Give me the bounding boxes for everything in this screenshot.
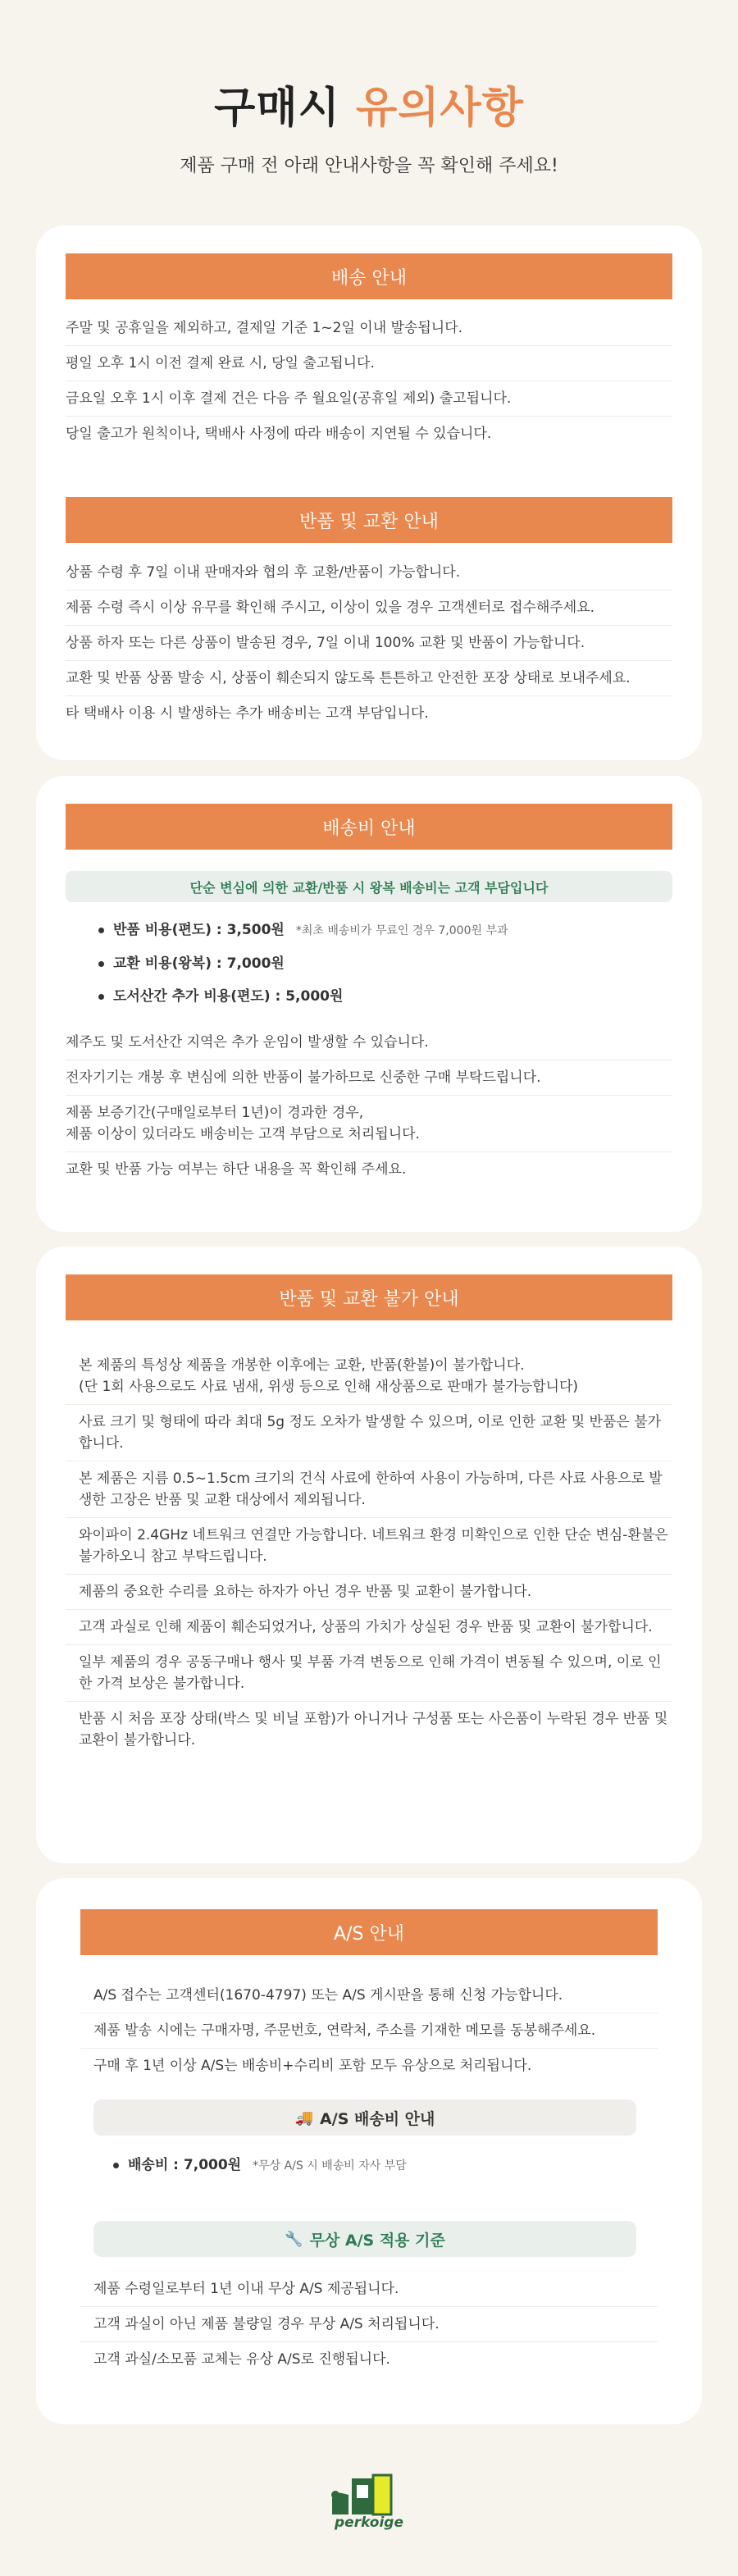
list-item: 상품 수령 후 7일 이내 판매자와 협의 후 교환/반품이 가능합니다. bbox=[66, 555, 672, 590]
list-item: 당일 출고가 원칙이나, 택배사 사정에 따라 배송이 지연될 수 있습니다. bbox=[66, 426, 492, 442]
title-accent: 유의사항 bbox=[355, 84, 524, 133]
list-item: 상품 하자 또는 다른 상품이 발송된 경우, 7일 이내 100% 교환 및 반품이 가능합니다. bbox=[66, 626, 672, 661]
as-fee-list bbox=[80, 2149, 658, 2182]
list-item: 제품 발송 시에는 구매자명, 주문번호, 연락처, 주소를 기재한 메모를 동봉해주세요. bbox=[80, 2013, 658, 2049]
title-dark: 구매시 bbox=[214, 84, 340, 133]
list-item: A/S 접수는 고객센터(1670-4797) 또는 A/S 게시판을 통해 신청 가능합니다. bbox=[80, 1978, 658, 2013]
fee-note: *최초 배송비가 무료인 경우 7,000원 부과 bbox=[295, 924, 508, 937]
list-item: 고객 과실로 인해 제품이 훼손되었거나, 상품의 가치가 상실된 경우 반품 및 교환이 불가합니다. bbox=[66, 1610, 672, 1645]
fee-label: 반품 비용(편도) : 3,500원 bbox=[113, 922, 285, 938]
as-fee-heading-text: A/S 배송비 안내 bbox=[320, 2109, 435, 2128]
list-item: 제주도 및 도서산간 지역은 추가 운임이 발생할 수 있습니다. bbox=[66, 1025, 672, 1060]
fee-label: 교환 비용(왕복) : 7,000원 bbox=[113, 955, 285, 972]
list-item: 고객 과실이 아닌 제품 불량일 경우 무상 A/S 처리됩니다. bbox=[80, 2307, 658, 2342]
list-item: 사료 크기 및 형태에 따라 최대 5g 정도 오차가 발생할 수 있으며, 이로 인한 교환 및 반품은 불가합니다. bbox=[66, 1405, 672, 1461]
fee-list bbox=[66, 914, 672, 1013]
card-not-allowed bbox=[36, 1247, 702, 1863]
returns-lines bbox=[66, 555, 672, 731]
list-item: 평일 오후 1시 이전 결제 완료 시, 당일 출고됩니다. bbox=[66, 346, 672, 381]
as-fee-heading bbox=[93, 2100, 636, 2136]
list-item: 구매 후 1년 이상 A/S는 배송비+수리비 포함 모두 유상으로 처리됩니다. bbox=[93, 2058, 532, 2074]
fee-label: 도서산간 추가 비용(편도) : 5,000원 bbox=[113, 988, 344, 1005]
list-item: 금요일 오후 1시 이후 결제 건은 다음 주 월요일(공휴일 제외) 출고됩니다. bbox=[66, 381, 672, 417]
as-free-heading bbox=[93, 2221, 636, 2257]
list-item: 타 택배사 이용 시 발생하는 추가 배송비는 고객 부담입니다. bbox=[66, 705, 429, 722]
page-subtitle: 제품 구매 전 아래 안내사항을 꼭 확인해 주세요! bbox=[180, 156, 558, 176]
as-free-heading-text: 무상 A/S 적용 기준 bbox=[309, 2231, 445, 2250]
list-item: 교환 및 반품 가능 여부는 하단 내용을 꼭 확인해 주세요. bbox=[66, 1161, 407, 1178]
shipping-fee-lines bbox=[66, 1025, 672, 1187]
section-title-as: A/S 안내 bbox=[80, 1909, 658, 1955]
logo-wordmark: perkoige bbox=[335, 2514, 403, 2531]
fee-label: 배송비 : 7,000원 bbox=[128, 2157, 242, 2173]
fee-item bbox=[66, 914, 672, 947]
list-item: 주말 및 공휴일을 제외하고, 결제일 기준 1~2일 이내 발송됩니다. bbox=[66, 311, 672, 346]
fee-note: *무상 A/S 시 배송비 자사 부담 bbox=[253, 2159, 407, 2173]
page-title bbox=[0, 82, 738, 134]
card-shipping-returns bbox=[36, 226, 702, 760]
section-title-shipping: 배송 안내 bbox=[66, 253, 672, 299]
list-item: 제품 보증기간(구매일로부터 1년)이 경과한 경우, 제품 이상이 있더라도 배송비는 고객 부담으로 처리됩니다. bbox=[66, 1096, 672, 1152]
section-title-not-allowed: 반품 및 교환 불가 안내 bbox=[66, 1274, 672, 1320]
card-as bbox=[36, 1878, 702, 2424]
fee-item bbox=[66, 947, 672, 980]
section-title-returns: 반품 및 교환 안내 bbox=[66, 497, 672, 543]
shipping-lines bbox=[66, 311, 672, 451]
list-item: 고객 과실/소모품 교체는 유상 A/S로 진행됩니다. bbox=[93, 2351, 390, 2368]
list-item: 교환 및 반품 상품 발송 시, 상품이 훼손되지 않도록 튼튼하고 안전한 포장 상태로 보내주세요. bbox=[66, 661, 672, 696]
list-item: 일부 제품의 경우 공동구매나 행사 및 부품 가격 변동으로 인해 가격이 변동될 수 있으며, 이로 인한 가격 보상은 불가합니다. bbox=[66, 1645, 672, 1702]
list-item: 제품의 중요한 수리를 요하는 하자가 아닌 경우 반품 및 교환이 불가합니다. bbox=[66, 1575, 672, 1610]
card-shipping-fee bbox=[36, 776, 702, 1232]
fee-item bbox=[80, 2149, 658, 2182]
list-item: 전자기기는 개봉 후 변심에 의한 반품이 불가하므로 신중한 구매 부탁드립니다. bbox=[66, 1060, 672, 1096]
list-item: 본 제품의 특성상 제품을 개봉한 이후에는 교환, 반품(환불)이 불가합니다. (단 1회 사용으로도 사료 냄새, 위생 등으로 인해 새상품으로 판매가 불가능합니다) bbox=[66, 1348, 672, 1405]
as-free-lines bbox=[80, 2272, 658, 2377]
list-item: 본 제품은 지름 0.5~1.5cm 크기의 건식 사료에 한하여 사용이 가능하며, 다른 사료 사용으로 발생한 고장은 반품 및 교환 대상에서 제외됩니다. bbox=[66, 1461, 672, 1518]
fee-item bbox=[66, 980, 672, 1013]
list-item: 와이파이 2.4GHz 네트워크 연결만 가능합니다. 네트워크 환경 미확인으로 인한 단순 변심-환불은 불가하오니 참고 부탁드립니다. bbox=[66, 1518, 672, 1575]
wrench-icon: 🔧 bbox=[285, 2230, 303, 2248]
notice-banner: 단순 변심에 의한 교환/반품 시 왕복 배송비는 고객 부담입니다 bbox=[66, 871, 672, 902]
page-header bbox=[0, 0, 738, 226]
section-title-shipping-fee: 배송비 안내 bbox=[66, 804, 672, 850]
brand-logo bbox=[324, 2473, 414, 2531]
not-allowed-lines bbox=[66, 1348, 672, 1758]
as-lines bbox=[80, 1978, 658, 2083]
list-item: 제품 수령 즉시 이상 유무를 확인해 주시고, 이상이 있을 경우 고객센터로 접수해주세요. bbox=[66, 590, 672, 626]
list-item: 반품 시 처음 포장 상태(박스 및 비닐 포함)가 아니거나 구성품 또는 사은품이 누락된 경우 반품 및 교환이 불가합니다. bbox=[79, 1711, 668, 1748]
truck-icon: 🚚 bbox=[294, 2109, 314, 2127]
logo-mark-icon bbox=[324, 2473, 414, 2516]
list-item: 제품 수령일로부터 1년 이내 무상 A/S 제공됩니다. bbox=[80, 2272, 658, 2307]
